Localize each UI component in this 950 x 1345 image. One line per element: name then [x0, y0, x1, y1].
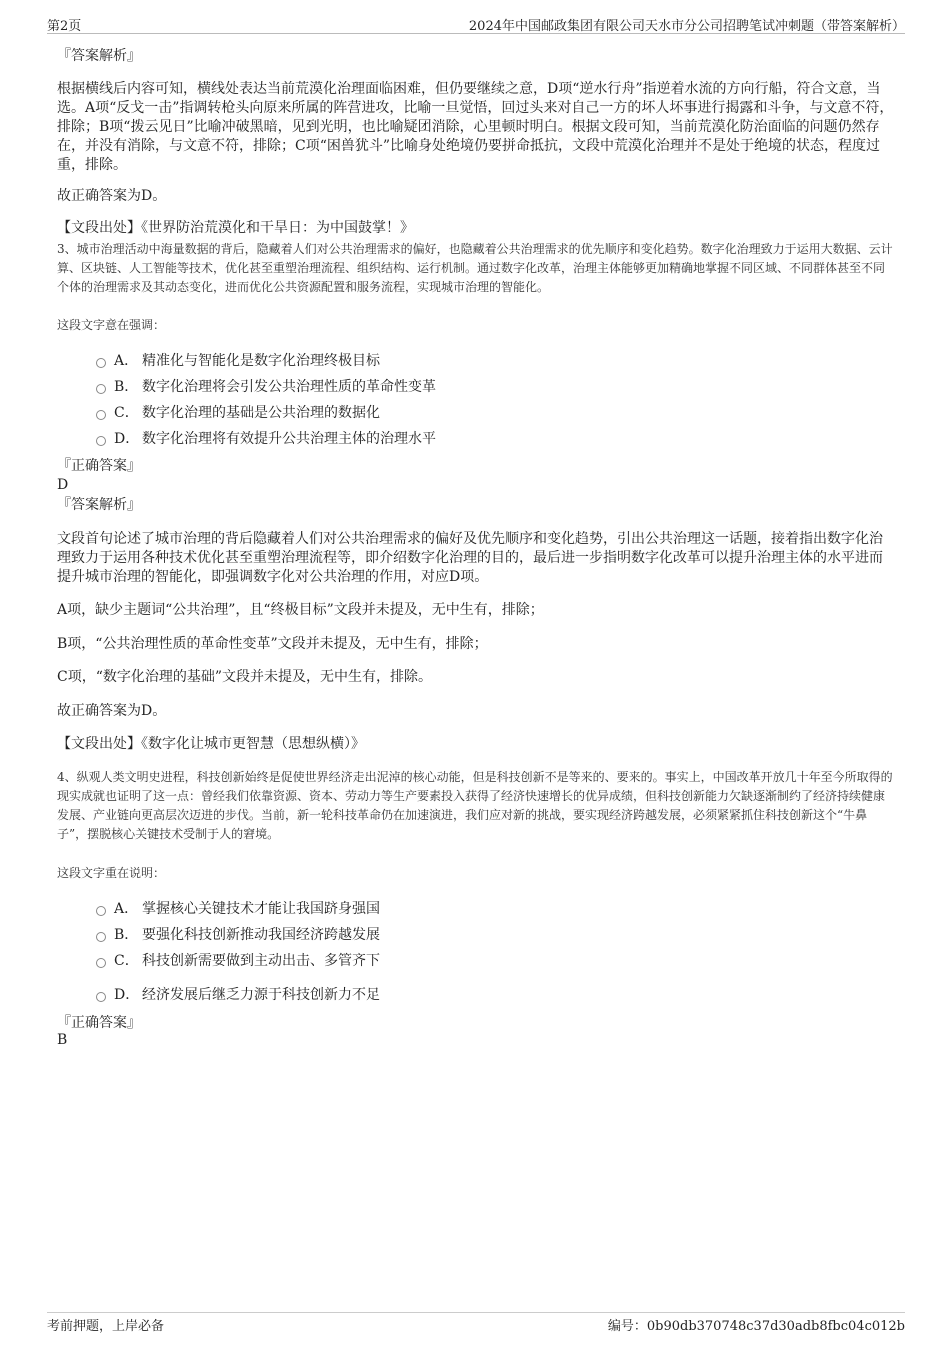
radio-icon[interactable]: [96, 958, 106, 968]
q2-analysis-label: 『答案解析』: [57, 48, 141, 64]
option-letter: D．: [114, 431, 140, 447]
option-text: 掌握核心关键技术才能让我国跻身强国: [142, 901, 380, 917]
option-text: 科技创新需要做到主动出击、多管齐下: [142, 953, 380, 969]
option-text: 数字化治理将会引发公共治理性质的革命性变革: [142, 379, 436, 395]
q2-conclusion: 故正确答案为D。: [57, 188, 167, 204]
document-title: 2024年中国邮政集团有限公司天水市分公司招聘笔试冲刺题（带答案解析）: [468, 19, 905, 34]
radio-icon[interactable]: [96, 358, 106, 368]
q3-stem: 3、城市治理活动中海量数据的背后，隐藏着人们对公共治理需求的偏好，也隐藏着公共治理需求的优先顺序和变化趋势。数字化治理致力于运用大数据、云计算、区块链、人工智能等技术，优化甚至重塑治理流程、组织结构、运行机制。通过数字化改革，治理主体能够更加精确地掌握不同区域、不同群体甚至不同个体的治理需求及其动态变化，进而优化公共资源配置和服务流程，实现城市治理的智能化。: [57, 242, 893, 294]
radio-icon[interactable]: [96, 384, 106, 394]
option-text: 经济发展后继乏力源于科技创新力不足: [142, 987, 380, 1003]
option-letter: A．: [114, 353, 139, 369]
q4-option-d[interactable]: [96, 981, 380, 1007]
option-text: 数字化治理的基础是公共治理的数据化: [142, 405, 380, 421]
q4-stem: 4、纵观人类文明史进程，科技创新始终是促使世界经济走出泥淖的核心动能，但是科技创新不是等来的、要来的。事实上，中国改革开放几十年至今所取得的现实成就也证明了这一点：曾经我们依靠资源、资本、劳动力等生产要素投入获得了经济快速增长的优异成绩，但科技创新能力欠缺逐渐制约了经济持续健康发展、产业链向更高层次迈进的步伐。当前，新一轮科技革命仍在加速演进，我们应对新的挑战，要实现经济跨越发展，必须紧紧抓住科技创新这个“牛鼻子”，摆脱核心关键技术受制于人的窘境。: [57, 770, 893, 841]
q3-options: [96, 347, 436, 451]
q3-option-b[interactable]: [96, 373, 436, 399]
radio-icon[interactable]: [96, 932, 106, 942]
footer-slogan: 考前押题，上岸必备: [47, 1319, 165, 1334]
radio-icon[interactable]: [96, 410, 106, 420]
option-letter: A．: [114, 901, 139, 917]
page-number: 第2页: [47, 19, 82, 34]
q4-option-a[interactable]: [96, 895, 380, 921]
option-text: 数字化治理将有效提升公共治理主体的治理水平: [142, 431, 436, 447]
q3-analysis-c: C项，“数字化治理的基础”文段并未提及，无中生有，排除。: [57, 669, 433, 685]
q2-source: 【文段出处】《世界防治荒漠化和干旱日：为中国鼓掌！》: [57, 220, 414, 236]
q2-analysis-text: 根据横线后内容可知，横线处表达当前荒漠化治理面临困难，但仍要继续之意，D项“逆水行舟”指逆着水流的方向行船，符合文意，当选。A项“反戈一击”指调转枪头向原来所属的阵营进攻，比喻一旦觉悟，回过头来对自己一方的坏人坏事进行揭露和斗争，与文意不符，排除；B项“拨云见日”比喻冲破黑暗，见到光明，也比喻疑团消除，心里顿时明白。根据文段可知，当前荒漠化防治面临的问题仍然存在，并没有消除，与文意不符，排除；C项“困兽犹斗”比喻身处绝境仍要拼命抵抗，文段中荒漠化治理并不是处于绝境的状态，程度过重，排除。: [57, 81, 894, 173]
radio-icon[interactable]: [96, 906, 106, 916]
q4-answer: B: [57, 1032, 68, 1048]
q3-analysis-a: A项，缺少主题词“公共治理”，且“终极目标”文段并未提及，无中生有，排除；: [57, 602, 544, 618]
q4-option-c[interactable]: [96, 947, 380, 973]
document-code: 编号：0b90db370748c37d30adb8fbc04c012b: [607, 1319, 905, 1334]
q4-options: [96, 895, 380, 1007]
q3-option-a[interactable]: [96, 347, 436, 373]
page-header: [47, 14, 905, 34]
option-letter: D．: [114, 987, 140, 1003]
page-footer: [47, 1312, 905, 1334]
q4-prompt: 这段文字重在说明：: [57, 866, 166, 880]
q3-answer: D: [57, 477, 69, 493]
q3-analysis-label: 『答案解析』: [57, 497, 141, 513]
radio-icon[interactable]: [96, 992, 106, 1002]
q3-source: 【文段出处】《数字化让城市更智慧（思想纵横）》: [57, 736, 365, 752]
q4-option-b[interactable]: [96, 921, 380, 947]
q3-option-d[interactable]: [96, 425, 436, 451]
option-letter: B．: [114, 379, 139, 395]
option-letter: C．: [114, 405, 139, 421]
option-text: 精准化与智能化是数字化治理终极目标: [142, 353, 380, 369]
q3-prompt: 这段文字意在强调：: [57, 318, 166, 332]
q3-conclusion: 故正确答案为D。: [57, 703, 167, 719]
q3-analysis-text: 文段首句论述了城市治理的背后隐藏着人们对公共治理需求的偏好及优先顺序和变化趋势，引出公共治理这一话题，接着指出数字化治理致力于运用各种技术优化甚至重塑治理流程等，即介绍数字化治理的目的，最后进一步指明数字化改革可以提升治理主体的水平进而提升城市治理的智能化，即强调数字化对公共治理的作用，对应D项。: [57, 531, 883, 585]
option-letter: B．: [114, 927, 139, 943]
radio-icon[interactable]: [96, 436, 106, 446]
q3-analysis-b: B项，“公共治理性质的革命性变革”文段并未提及，无中生有，排除；: [57, 636, 488, 652]
q4-answer-label: 『正确答案』: [57, 1015, 141, 1031]
q3-option-c[interactable]: [96, 399, 436, 425]
q3-answer-label: 『正确答案』: [57, 458, 141, 474]
option-letter: C．: [114, 953, 139, 969]
option-text: 要强化科技创新推动我国经济跨越发展: [142, 927, 380, 943]
